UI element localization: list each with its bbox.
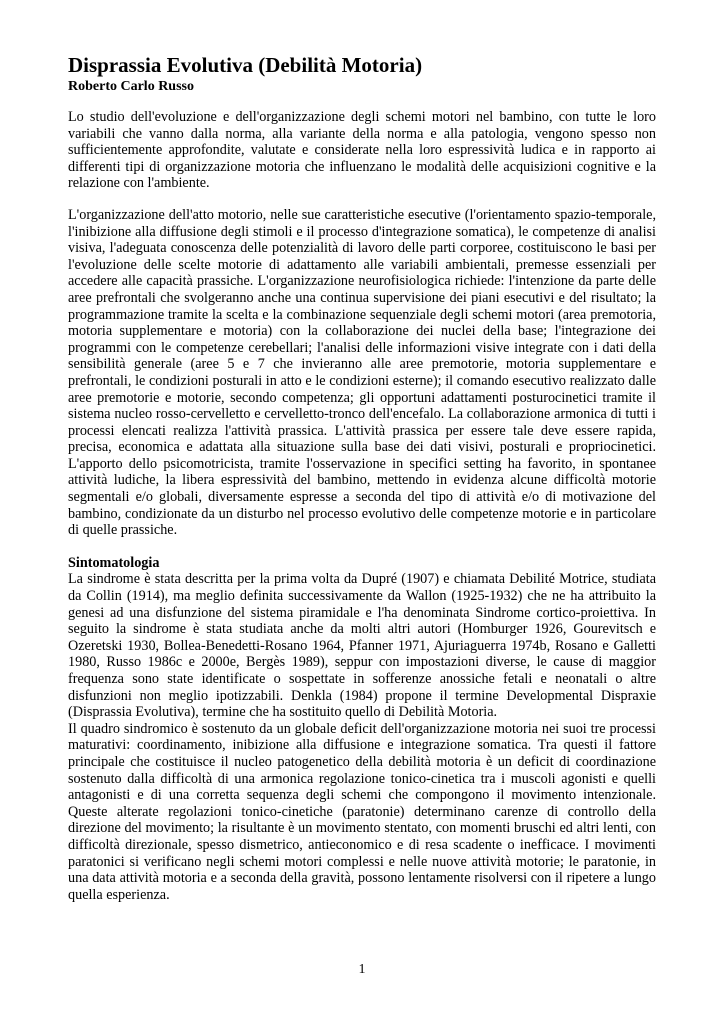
document-title: Disprassia Evolutiva (Debilità Motoria) [68,53,423,77]
intro-paragraph: Lo studio dell'evoluzione e dell'organizzazione degli schemi motori nel bambino, con tutte le loro variabili che vanno dalla norma, alla variante della norma e alla patologia, vengono spesso non sufficientemente approfondite, valutate e considerate nella loro espressività ludica e in rapporto ai differenti tipi di organizzazione motoria che influenzano le modalità delle acquisizioni cognitive e la relazione con l'ambiente. [68,109,656,192]
page-number: 1 [358,962,366,977]
section-heading: Sintomatologia [68,554,160,571]
body-paragraph: L'organizzazione dell'atto motorio, nelle sue caratteristiche esecutive (l'orientamento spazio-temporale, l'inibizione alla diffusione degli stimoli e il processo d'integrazione somatica), le competenze di analisi visiva, l'adeguata conoscenza delle potenzialità di lavoro delle parti corporee, costituiscono le basi per l'evoluzione delle scelte motorie di adattamento alle variabili ambientali, premesse essenziali per accedere alle capacità prassiche. L'organizzazione neurofisiologica richiede: l'intenzione da parte delle aree prefrontali che svolgeranno anche una continua supervisione dei piani esecutivi e del risultato; la programmazione tramite la scelta e la combinazione sequenziale degli schemi motori (area premotoria, motoria supplementare e motoria) con la collaborazione dei nuclei della base; l'integrazione dei programmi con le competenze cerebellari; l'analisi delle informazioni visive integrate con i dati della sensibilità generale (aree 5 e 7 che invieranno alle aree premotorie, motoria supplementare e prefrontali, le condizioni posturali in atto e le condizioni esterne); il comando esecutivo realizzato dalle aree premotorie e motorie, secondo competenza; gli opportuni adattamenti posturocinetici tramite il sistema nucleo rosso-cervelletto e cervelletto-tronco dell'encefalo. La collaborazione armonica di tutti i processi elencati realizza l'attività prassica. L'attività prassica per essere tale deve essere rapida, precisa, economica e adattata alla situazione sulla base dei dati visivi, posturali e propriocinetici. L'apporto dello psicomotricista, tramite l'osservazione in specifici setting ha favorito, in spontanee attività ludiche, la libera espressività del bambino, mettendo in evidenza alcune difficoltà motorie segmentali e/o globali, diversamente espresse a seconda del tipo di attività e/o di motivazione del bambino, condizionate da un disturbo nel processo evolutivo delle competenze motorie e in particolare di quelle prassiche. [68,206,656,539]
document-author: Roberto Carlo Russo [68,79,194,94]
section-paragraph: La sindrome è stata descritta per la prima volta da Dupré (1907) e chiamata Debilité Motrice, studiata da Collin (1914), ma meglio definita successivamente da Wallon (1925-1932) che ne ha attribuito la genesi ad una disfunzione del sistema piramidale e l'ha denominata Sindrome cortico-proiettiva. In seguito la sindrome è stata studiata anche da molti altri autori (Homburger 1926, Gourevitsch e Ozeretski 1930, Bollea-Benedetti-Rosano 1964, Pfanner 1971, Ajuriaguerra 1974b, Rosano e Galletti 1980, Russo 1986c e 2000e, Bergès 1989), seppur con impostazioni diverse, le cause di maggior frequenza sono state identificate o sospettate in sofferenze anossiche fetali e neonatali o altre disfunzioni non meglio ipotizzabili. Denkla (1984) propone il termine Developmental Dispraxie (Disprassia Evolutiva), termine che ha sostituito quello di Debilità Motoria. [68,571,656,721]
section-paragraph: Il quadro sindromico è sostenuto da un globale deficit dell'organizzazione motoria nei suoi tre processi maturativi: coordinamento, inibizione alla diffusione e integrazione somatica. Tra questi il fattore principale che costituisce il nucleo patogenetico della debilità motoria è un deficit di coordinazione sostenuto dalla difficoltà di una armonica regolazione tonico-cinetica tra i muscoli agonisti e quelli antagonisti e di una corretta sequenza degli schemi che compongono il movimento intenzionale. Queste alterate regolazioni tonico-cinetiche (paratonie) determinano carenze di controllo della direzione del movimento; la risultante è un movimento stentato, con momenti bruschi ed altri lenti, con difficoltà direzionale, spesso dismetrico, antieconomico e di resa scadente o inefficace. I movimenti paratonici si verificano negli schemi motori complessi e nelle nuove attività motorie; le paratonie, in una data attività motoria e a seconda della gravità, possono lentamente risolversi con il ripetere a lungo quella esperienza. [68,720,656,903]
document-page [68,52,656,903]
